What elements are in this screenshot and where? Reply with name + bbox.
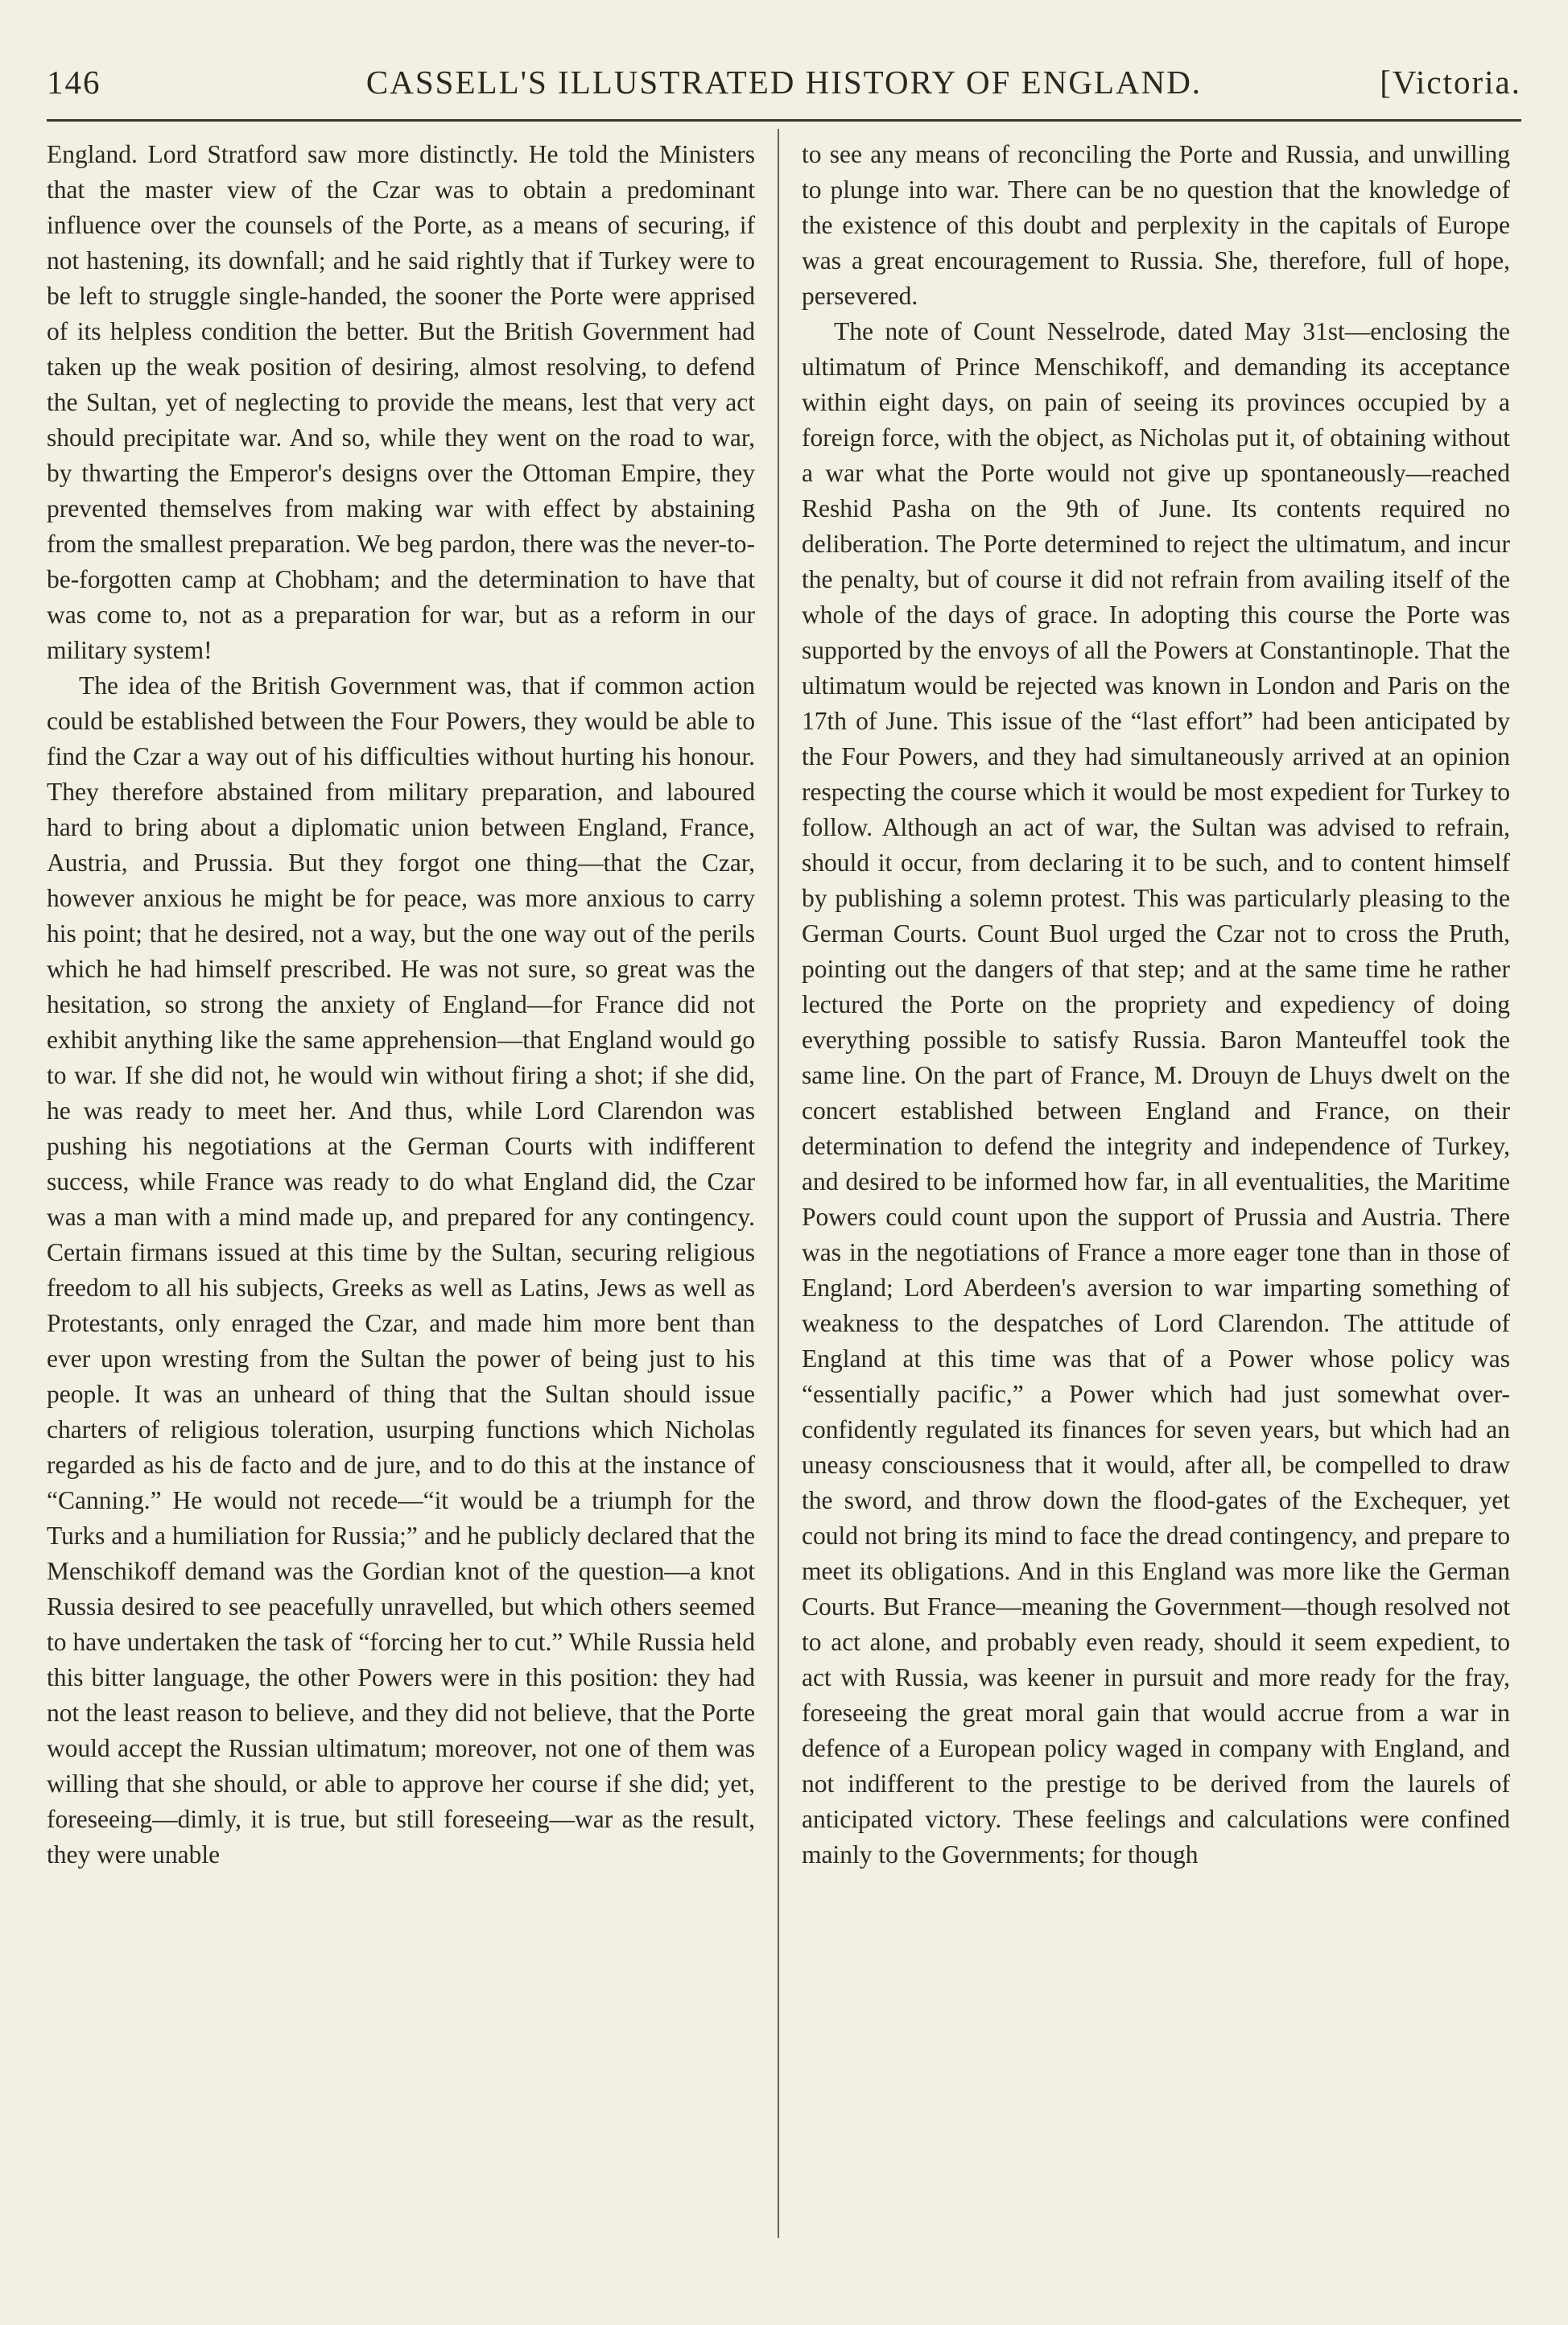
column-divider [778, 129, 779, 2238]
header-rule [47, 119, 1521, 122]
paragraph: to see any means of reconciling the Porte and Russia, and unwilling to plunge into war. There can be no question that the knowledge of the existence of this doubt and perplexity in the capitals of Europe was a great encouragement to Russia. She, therefore, full of hope, persevered. [802, 140, 1510, 310]
left-column [47, 137, 755, 1873]
section-label: [Victoria. [1380, 64, 1521, 101]
paragraph: England. Lord Stratford saw more distinctly. He told the Ministers that the master view of the Czar was to obtain a predominant influence over the counsels of the Porte, as a means of securing, if not hastening, its downfall; and he said rightly that if Turkey were to be left to struggle single-handed, the sooner the Porte were apprised of its helpless condition the better. But the British Government had taken up the weak position of desiring, almost resolving, to defend the Sultan, yet of neglecting to provide the means, lest that very act should precipitate war. And so, while they went on the road to war, by thwarting the Emperor's designs over the Ottoman Empire, they prevented themselves from making war with effect by abstaining from the smallest preparation. We beg pardon, there was the never-to-be-forgotten camp at Chobham; and the determination to have that was come to, not as a preparation for war, but as a reform in our military system! [47, 140, 755, 664]
right-column [802, 137, 1510, 1873]
paragraph: The note of Count Nesselrode, dated May 31st—enclosing the ultimatum of Prince Menschikoff, and demanding its acceptance within eight days, on pain of seeing its provinces occupied by a foreign force, with the object, as Nicholas put it, of obtaining without a war what the Porte would not give up spontaneously—reached Reshid Pasha on the 9th of June. Its contents required no deliberation. The Porte determined to reject the ultimatum, and incur the penalty, but of course it did not refrain from availing itself of the whole of the days of grace. In adopting this course the Porte was supported by the envoys of all the Powers at Constantinople. That the ultimatum would be rejected was known in London and Paris on the 17th of June. This issue of the “last effort” had been anticipated by the Four Powers, and they had simultaneously arrived at an opinion respecting the course which it would be most expedient for Turkey to follow. Although an act of war, the Sultan was advised to refrain, should it occur, from declaring it to be such, and to content himself by publishing a solemn protest. This was particularly pleasing to the German Courts. Count Buol urged the Czar not to cross the Pruth, pointing out the dangers of that step; and at the same time he rather lectured the Porte on the propriety and expediency of doing everything possible to satisfy Russia. Baron Manteuffel took the same line. On the part of France, M. Drouyn de Lhuys dwelt on the concert established between England and France, on their determination to defend the integrity and independence of Turkey, and desired to be informed how far, in all eventualities, the Maritime Powers could count upon the support of Prussia and Austria. There was in the negotiations of France a more eager tone than in those of England; Lord Aberdeen's aversion to war imparting something of weakness to the despatches of Lord Clarendon. The attitude of England at this time was that of a Power whose policy was “essentially pacific,” a Power which had just somewhat over-confidently regulated its finances for seven years, but which had an uneasy consciousness that it would, after all, be compelled to draw the sword, and throw down the flood-gates of the Exchequer, yet could not bring its mind to face the dread contingency, and prepare to meet its obligations. And in this England was more like the German Courts. But France—meaning the Government—though resolved not to act alone, and probably even ready, should it seem expedient, to act with Russia, was keener in pursuit and more ready for the fray, foreseeing the great moral gain that would accrue from a war in defence of a European policy waged in company with England, and not indifferent to the prestige to be derived from the laurels of anticipated victory. These feelings and calculations were confined mainly to the Governments; for though [802, 317, 1510, 1869]
running-title: CASSELL'S ILLUSTRATED HISTORY OF ENGLAND. [365, 64, 1203, 101]
page-number: 146 [47, 64, 101, 101]
paragraph: The idea of the British Government was, that if common action could be established between the Four Powers, they would be able to find the Czar a way out of his difficulties without hurting his honour. They therefore abstained from military preparation, and laboured hard to bring about a diplomatic union between England, France, Austria, and Prussia. But they forgot one thing—that the Czar, however anxious he might be for peace, was more anxious to carry his point; that he desired, not a way, but the one way out of the perils which he had himself prescribed. He was not sure, so great was the hesitation, so strong the anxiety of England—for France did not exhibit anything like the same apprehension—that England would go to war. If she did not, he would win without firing a shot; if she did, he was ready to meet her. And thus, while Lord Clarendon was pushing his negotiations at the German Courts with indifferent success, while France was ready to do what England did, the Czar was a man with a mind made up, and prepared for any contingency. Certain firmans issued at this time by the Sultan, securing religious freedom to all his subjects, Greeks as well as Latins, Jews as well as Protestants, only enraged the Czar, and made him more bent than ever upon wresting from the Sultan the power of being just to his people. It was an unheard of thing that the Sultan should issue charters of religious toleration, usurping functions which Nicholas regarded as his de facto and de jure, and to do this at the instance of “Canning.” He would not recede—“it would be a triumph for the Turks and a humiliation for Russia;” and he publicly declared that the Menschikoff demand was the Gordian knot of the question—a knot Russia desired to see peacefully unravelled, but which others seemed to have undertaken the task of “forcing her to cut.” While Russia held this bitter language, the other Powers were in this position: they had not the least reason to believe, and they did not believe, that the Porte would accept the Russian ultimatum; moreover, not one of them was willing that she should, or able to approve her course if she did; yet, foreseeing—dimly, it is true, but still foreseeing—war as the result, they were unable [47, 671, 755, 1869]
running-header [47, 63, 1521, 103]
